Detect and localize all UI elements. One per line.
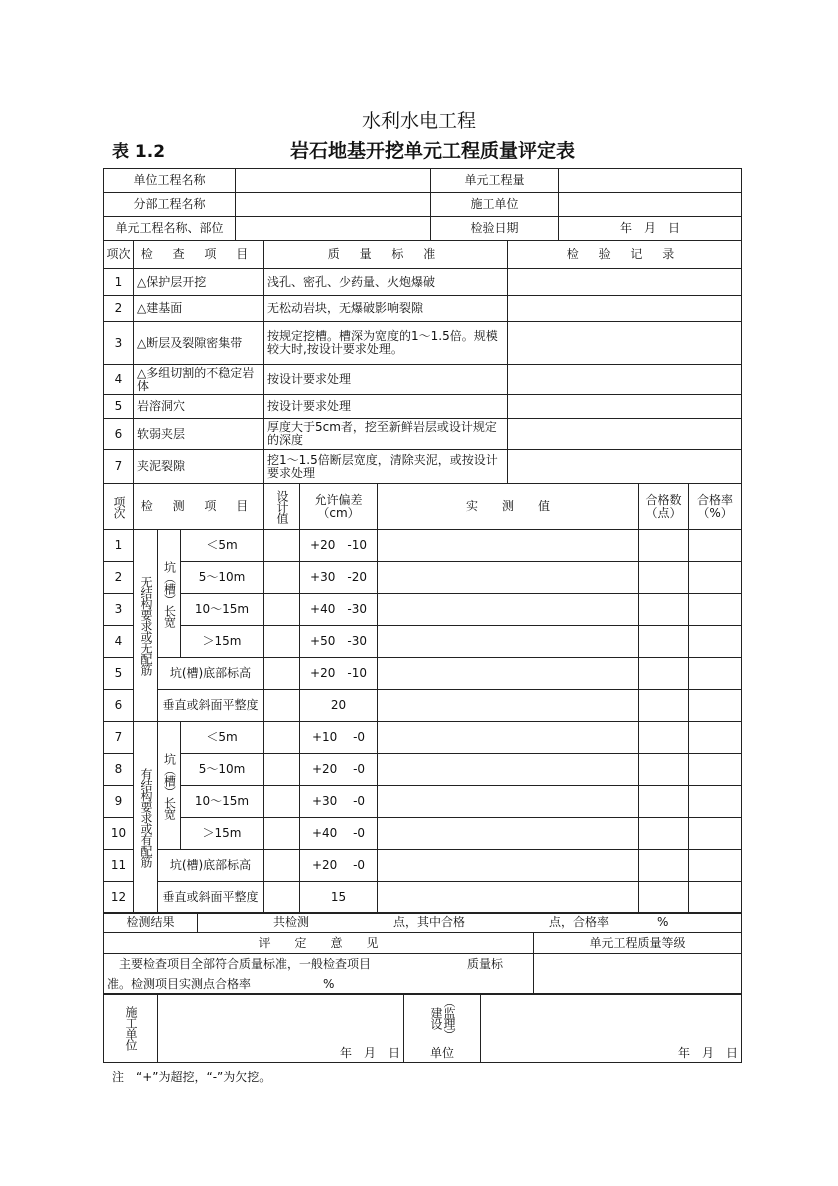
opinion-header: 评 定 意 见 xyxy=(104,933,534,954)
measure-row xyxy=(104,754,742,786)
measure-item: 坑(槽)底部标高 xyxy=(158,850,264,882)
measure-row xyxy=(104,882,742,914)
pass-rate[interactable] xyxy=(689,690,742,722)
measured-values[interactable] xyxy=(378,754,639,786)
tolerance: +30 -0 xyxy=(300,786,378,818)
check-item: △多组切割的不稳定岩体 xyxy=(134,365,264,395)
row-no: 2 xyxy=(104,562,134,594)
pass-rate[interactable] xyxy=(689,850,742,882)
sign-date: 年 月 日 xyxy=(677,1046,738,1060)
check-row xyxy=(104,395,742,419)
pit-label: 坑（槽）长宽 xyxy=(158,722,181,850)
pass-count[interactable] xyxy=(639,722,689,754)
check-item: 软弱夹层 xyxy=(134,419,264,450)
pass-rate[interactable] xyxy=(689,562,742,594)
inspection-record[interactable] xyxy=(508,296,742,322)
col-header: 项次 xyxy=(104,241,134,269)
check-row xyxy=(104,269,742,296)
row-no: 5 xyxy=(104,658,134,690)
result-label: 检测结果 xyxy=(104,913,198,933)
contractor-sign-field[interactable] xyxy=(158,994,404,1063)
row-no: 3 xyxy=(104,594,134,626)
tolerance: +40 -30 xyxy=(300,594,378,626)
check-item: △保护层开挖 xyxy=(134,269,264,296)
grade-field[interactable] xyxy=(534,954,742,995)
design-value[interactable] xyxy=(264,690,300,722)
measure-item: ＞15m xyxy=(181,818,264,850)
measure-row xyxy=(104,818,742,850)
contractor-field[interactable] xyxy=(559,193,742,217)
check-item: 夹泥裂隙 xyxy=(134,450,264,484)
check-item: △建基面 xyxy=(134,296,264,322)
col-header: 质 量 标 准 xyxy=(264,241,508,269)
measure-row xyxy=(104,530,742,562)
measure-row xyxy=(104,690,742,722)
measure-row xyxy=(104,562,742,594)
design-value[interactable] xyxy=(264,530,300,562)
label: 检验日期 xyxy=(431,217,559,241)
quality-standard: 按规定挖槽。槽深为宽度的1～1.5倍。规模较大时,按设计要求处理。 xyxy=(264,322,508,365)
row-no: 9 xyxy=(104,786,134,818)
quality-standard: 按设计要求处理 xyxy=(264,395,508,419)
design-value[interactable] xyxy=(264,562,300,594)
measured-values[interactable] xyxy=(378,818,639,850)
sign-table xyxy=(103,993,742,1063)
col-header: 检 查 项 目 xyxy=(134,241,264,269)
row-no: 4 xyxy=(104,626,134,658)
measure-item: 垂直或斜面平整度 xyxy=(158,690,264,722)
info-table xyxy=(103,168,742,241)
tolerance: +10 -0 xyxy=(300,722,378,754)
measured-values[interactable] xyxy=(378,658,639,690)
measure-item: 10～15m xyxy=(181,786,264,818)
measure-row xyxy=(104,722,742,754)
measure-item: 坑(槽)底部标高 xyxy=(158,658,264,690)
col-header: 设计值 xyxy=(264,484,300,530)
quality-standard: 浅孔、密孔、少药量、火炮爆破 xyxy=(264,269,508,296)
result-table xyxy=(103,912,742,933)
inspection-record[interactable] xyxy=(508,269,742,296)
measure-row xyxy=(104,658,742,690)
tolerance: 15 xyxy=(300,882,378,914)
row-no: 5 xyxy=(104,395,134,419)
row-no: 8 xyxy=(104,754,134,786)
measure-item: ＞15m xyxy=(181,626,264,658)
sign-date: 年 月 日 xyxy=(339,1046,400,1060)
col-header: 允许偏差（cm） xyxy=(300,484,378,530)
measure-item: 垂直或斜面平整度 xyxy=(158,882,264,914)
measure-row xyxy=(104,850,742,882)
tolerance: +20 -0 xyxy=(300,850,378,882)
row-no: 4 xyxy=(104,365,134,395)
label: 单元工程名称、部位 xyxy=(104,217,236,241)
design-value[interactable] xyxy=(264,626,300,658)
inspection-record[interactable] xyxy=(508,450,742,484)
inspection-record[interactable] xyxy=(508,395,742,419)
quality-standard: 挖1～1.5倍断层宽度，清除夹泥，或按设计要求处理 xyxy=(264,450,508,484)
pass-count[interactable] xyxy=(639,658,689,690)
measured-values[interactable] xyxy=(378,690,639,722)
group-label: 无结构要求或无配筋 xyxy=(134,530,158,722)
measured-values[interactable] xyxy=(378,850,639,882)
inspection-record[interactable] xyxy=(508,365,742,395)
check-row xyxy=(104,365,742,395)
col-header: 检 验 记 录 xyxy=(508,241,742,269)
measure-row xyxy=(104,786,742,818)
pass-count[interactable] xyxy=(639,754,689,786)
col-header: 合格数（点） xyxy=(639,484,689,530)
row-no: 2 xyxy=(104,296,134,322)
row-no: 7 xyxy=(104,722,134,754)
col-header: 合格率（%） xyxy=(689,484,742,530)
measure-row xyxy=(104,626,742,658)
label: 分部工程名称 xyxy=(104,193,236,217)
row-no: 7 xyxy=(104,450,134,484)
supervisor-sign-field[interactable] xyxy=(481,994,742,1063)
table-number: 表 1.2 xyxy=(112,142,166,162)
design-value[interactable] xyxy=(264,882,300,914)
pass-count[interactable] xyxy=(639,626,689,658)
unit-label: 单位 xyxy=(429,1046,454,1060)
measured-values[interactable] xyxy=(378,626,639,658)
quality-standard: 无松动岩块，无爆破影响裂隙 xyxy=(264,296,508,322)
measured-values[interactable] xyxy=(378,786,639,818)
eval-table xyxy=(103,932,742,995)
tolerance: +30 -20 xyxy=(300,562,378,594)
supervisor-label: （监理）建设 xyxy=(429,996,456,1040)
pass-count[interactable] xyxy=(639,690,689,722)
design-value[interactable] xyxy=(264,786,300,818)
row-no: 1 xyxy=(104,530,134,562)
pass-count[interactable] xyxy=(639,594,689,626)
group-label: 有结构要求或有配筋 xyxy=(134,722,158,914)
check-row xyxy=(104,419,742,450)
measured-values[interactable] xyxy=(378,562,639,594)
row-no: 3 xyxy=(104,322,134,365)
measured-values[interactable] xyxy=(378,530,639,562)
pit-label: 坑（槽）长宽 xyxy=(158,530,181,658)
label: 单元工程量 xyxy=(431,169,559,193)
design-value[interactable] xyxy=(264,850,300,882)
label: 单位工程名称 xyxy=(104,169,236,193)
tolerance: +20 -10 xyxy=(300,530,378,562)
date-field[interactable]: 年 月 日 xyxy=(559,217,742,241)
opinion-line1: 主要检查项目全部符合质量标准，一般检查项目 质量标 xyxy=(107,957,504,971)
design-value[interactable] xyxy=(264,658,300,690)
design-value[interactable] xyxy=(264,594,300,626)
measure-row xyxy=(104,594,742,626)
footnote: 注 “+”为超挖，“-”为欠挖。 xyxy=(112,1070,272,1084)
check-table xyxy=(103,240,742,484)
pass-rate[interactable] xyxy=(689,882,742,914)
check-row xyxy=(104,450,742,484)
pass-count[interactable] xyxy=(639,882,689,914)
pass-rate[interactable] xyxy=(689,754,742,786)
form-title: 岩石地基开挖单元工程质量评定表 xyxy=(290,140,576,162)
pass-rate[interactable] xyxy=(689,658,742,690)
row-no: 12 xyxy=(104,882,134,914)
measure-table xyxy=(103,483,742,914)
measure-item: ＜5m xyxy=(181,530,264,562)
pass-rate[interactable] xyxy=(689,530,742,562)
tolerance: +20 -10 xyxy=(300,658,378,690)
row-no: 11 xyxy=(104,850,134,882)
tolerance: 20 xyxy=(300,690,378,722)
pass-rate[interactable] xyxy=(689,594,742,626)
design-value[interactable] xyxy=(264,818,300,850)
row-no: 6 xyxy=(104,690,134,722)
pass-count[interactable] xyxy=(639,562,689,594)
pass-count[interactable] xyxy=(639,786,689,818)
measured-values[interactable] xyxy=(378,594,639,626)
row-no: 1 xyxy=(104,269,134,296)
check-item: △断层及裂隙密集带 xyxy=(134,322,264,365)
check-item: 岩溶洞穴 xyxy=(134,395,264,419)
pass-rate[interactable] xyxy=(689,722,742,754)
col-header: 项次 xyxy=(104,484,134,530)
unit-project-field[interactable] xyxy=(236,169,431,193)
row-no: 6 xyxy=(104,419,134,450)
design-value[interactable] xyxy=(264,754,300,786)
pass-rate[interactable] xyxy=(689,818,742,850)
opinion-line2: 准。检测项目实测点合格率 % xyxy=(107,977,335,991)
check-row xyxy=(104,296,742,322)
measure-item: 5～10m xyxy=(181,754,264,786)
pass-count[interactable] xyxy=(639,818,689,850)
element-name-field[interactable] xyxy=(236,217,431,241)
measured-values[interactable] xyxy=(378,722,639,754)
measure-item: 10～15m xyxy=(181,594,264,626)
tolerance: +40 -0 xyxy=(300,818,378,850)
contractor-sign-label: 施工单位 xyxy=(104,994,158,1063)
quality-standard: 按设计要求处理 xyxy=(264,365,508,395)
org-title: 水利水电工程 xyxy=(361,110,476,132)
measured-values[interactable] xyxy=(378,882,639,914)
tolerance: +20 -0 xyxy=(300,754,378,786)
col-header: 实 测 值 xyxy=(378,484,639,530)
tolerance: +50 -30 xyxy=(300,626,378,658)
pass-count[interactable] xyxy=(639,530,689,562)
measure-item: ＜5m xyxy=(181,722,264,754)
row-no: 10 xyxy=(104,818,134,850)
sub-project-field[interactable] xyxy=(236,193,431,217)
grade-header: 单元工程质量等级 xyxy=(534,933,742,954)
measure-item: 5～10m xyxy=(181,562,264,594)
unit-qty-field[interactable] xyxy=(559,169,742,193)
design-value[interactable] xyxy=(264,722,300,754)
result-text[interactable]: 共检测 点，其中合格 点，合格率 % xyxy=(198,913,742,933)
inspection-record[interactable] xyxy=(508,322,742,365)
check-row xyxy=(104,322,742,365)
inspection-record[interactable] xyxy=(508,419,742,450)
col-header: 检 测 项 目 xyxy=(134,484,264,530)
pass-count[interactable] xyxy=(639,850,689,882)
pass-rate[interactable] xyxy=(689,786,742,818)
quality-standard: 厚度大于5cm者，挖至新鲜岩层或设计规定的深度 xyxy=(264,419,508,450)
label: 施工单位 xyxy=(431,193,559,217)
pass-rate[interactable] xyxy=(689,626,742,658)
